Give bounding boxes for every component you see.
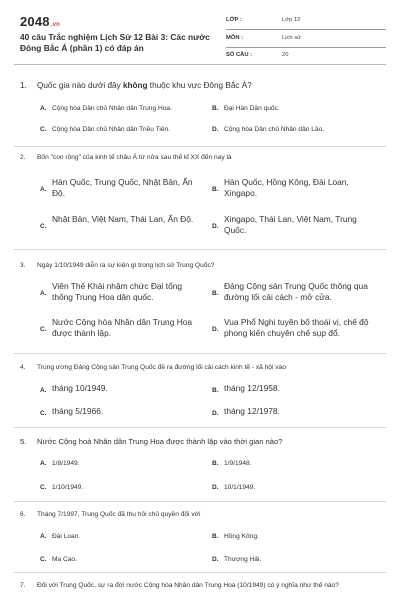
question-number: 3.	[20, 262, 26, 269]
question-text	[20, 261, 384, 270]
question-7	[14, 582, 386, 600]
question-number: 6.	[20, 511, 26, 518]
option-letter: B.	[212, 387, 219, 394]
option-text: Nhật Bản, Việt Nam, Thái Lan, Ấn Độ.	[52, 214, 194, 224]
question-number: 4.	[20, 364, 26, 371]
question-text	[20, 363, 384, 372]
option-text: 10/1/1949.	[224, 484, 256, 491]
option-text: Đài Loan.	[52, 533, 81, 540]
option-letter: B.	[212, 290, 219, 297]
option-text: Hàn Quốc, Trung Quốc, Nhật Bản, Ấn Độ.	[52, 177, 193, 198]
option-text: Hồng Kông.	[224, 533, 259, 540]
question-number: 7.	[20, 582, 26, 589]
question-6	[14, 510, 386, 574]
option-text: 1/10/1949.	[52, 484, 84, 491]
option-letter: C.	[40, 126, 47, 133]
question-number: 5.	[20, 437, 27, 446]
option-c[interactable]	[40, 214, 200, 238]
option-text: 1/9/1948.	[224, 460, 252, 467]
question-keyword: không	[122, 81, 148, 90]
option-text: tháng 12/1978.	[224, 406, 280, 416]
question-divider	[14, 249, 386, 250]
option-text: Thượng Hải.	[224, 556, 262, 563]
meta-row-subject	[226, 32, 386, 48]
question-2	[14, 153, 386, 257]
option-letter: C.	[40, 223, 47, 230]
option-letter: D.	[212, 326, 219, 333]
question-text-part: Ngày 1/10/1949 diễn ra sự kiện gì trong lịch sử Trung Quốc?	[37, 262, 215, 269]
meta-row-count	[226, 49, 386, 65]
option-a[interactable]	[40, 281, 200, 305]
option-d[interactable]	[212, 214, 372, 238]
option-text: Viên Thế Khải nhậm chức Đại tổng thống Trung Hoa dân quốc.	[52, 281, 183, 302]
logo-suffix: .vn	[50, 22, 61, 28]
option-a[interactable]	[40, 177, 200, 201]
option-letter: A.	[40, 533, 47, 540]
option-text: Vua Phổ Nghi tuyên bố thoái vị, chế độ phong kiến chuyên chế sụp đổ.	[224, 317, 369, 338]
document-title: 40 câu Trắc nghiệm Lịch Sử 12 Bài 3: Các nước Đông Bắc Á (phần 1) có đáp án	[20, 32, 210, 53]
option-text: Xingapo, Thái Lan, Việt Nam, Trung Quốc.	[224, 214, 357, 235]
question-4	[14, 363, 386, 435]
question-divider	[14, 572, 386, 573]
option-text: Cộng hòa Dân chủ Nhân dân Trung Hoa.	[52, 105, 172, 112]
option-text: tháng 12/1958.	[224, 383, 280, 393]
question-text	[20, 153, 384, 162]
option-letter: D.	[212, 126, 219, 133]
question-text-part: Trung ương Đảng Cộng sản Trung Quốc đề ra đường lối cải cách kinh tế - xã hội vào	[37, 364, 286, 371]
option-c[interactable]	[40, 317, 200, 341]
option-b[interactable]	[212, 177, 372, 201]
option-text: Cộng hòa Dân chủ Nhân dân Lào.	[224, 126, 325, 133]
question-text	[20, 510, 384, 519]
option-letter: A.	[40, 186, 47, 193]
option-text: Nước Cộng hòa Nhân dân Trung Hoa được thành lập.	[52, 317, 193, 338]
option-letter: D.	[212, 556, 219, 563]
question-1	[14, 80, 386, 160]
option-d[interactable]	[212, 317, 382, 341]
question-text-part: thuộc khu vực Đông Bắc Á?	[147, 81, 252, 90]
option-b[interactable]	[212, 281, 382, 305]
site-logo[interactable]	[20, 14, 60, 29]
question-number: 2.	[20, 154, 26, 161]
option-letter: A.	[40, 387, 47, 394]
question-text	[20, 437, 384, 447]
question-divider	[14, 427, 386, 428]
question-text-part: Tháng 7/1997, Trung Quốc đã thu hồi chủ quyền đối với	[37, 511, 201, 518]
question-text-part: Đối với Trung Quốc, sự ra đời nước Cộng hòa Nhân dân Trung Hoa (10/1949) có ý nghĩa như thế nào?	[37, 582, 339, 589]
question-divider	[14, 501, 386, 502]
option-letter: B.	[212, 460, 219, 467]
question-text	[20, 582, 384, 590]
option-letter: C.	[40, 484, 47, 491]
question-text	[20, 80, 384, 91]
option-text: Đảng Cộng sản Trung Quốc thông qua đường lối cải cách - mở cửa.	[224, 281, 368, 302]
option-letter: A.	[40, 290, 47, 297]
meta-value: 20	[282, 52, 289, 58]
meta-value: Lớp 12	[282, 17, 301, 23]
meta-row-class	[226, 14, 386, 30]
option-letter: D.	[212, 410, 219, 417]
logo-text: 2048	[20, 14, 50, 29]
option-letter: B.	[212, 533, 219, 540]
question-number: 1.	[20, 81, 27, 90]
option-text: Cộng hòa Dân chủ Nhân dân Triều Tiên.	[52, 126, 171, 133]
option-text: Hàn Quốc, Hồng Kông, Đài Loan, Xingapo.	[224, 177, 349, 198]
header-divider	[14, 64, 386, 65]
option-letter: D.	[212, 484, 219, 491]
question-text-part: Quốc gia nào dưới đây	[37, 81, 123, 90]
option-text: Đại Hàn Dân quốc.	[224, 105, 280, 112]
meta-box	[226, 14, 386, 67]
option-letter: C.	[40, 326, 47, 333]
question-5	[14, 437, 386, 507]
option-letter: A.	[40, 105, 47, 112]
option-text: tháng 10/1949.	[52, 383, 108, 393]
question-3	[14, 261, 386, 361]
meta-value: Lịch sử	[282, 34, 302, 41]
option-text: Ma Cao.	[52, 556, 77, 563]
question-text-part: Bốn "con rồng" của kinh tế châu Á từ nửa sau thế kỉ XX đến nay là	[37, 154, 232, 161]
option-letter: B.	[212, 186, 219, 193]
question-divider	[14, 146, 386, 147]
option-letter: C.	[40, 556, 47, 563]
meta-label: SỐ CÂU :	[226, 52, 253, 58]
option-letter: B.	[212, 105, 219, 112]
option-text: tháng 5/1966.	[52, 406, 104, 416]
option-letter: A.	[40, 460, 47, 467]
question-text-part: Nước Cộng hoà Nhân dân Trung Hoa được thành lập vào thời gian nào?	[37, 437, 283, 446]
option-text: 1/8/1949.	[52, 460, 80, 467]
meta-label: MÔN :	[226, 34, 244, 41]
option-letter: C.	[40, 410, 47, 417]
meta-label: LỚP :	[226, 17, 242, 23]
option-letter: D.	[212, 223, 219, 230]
question-divider	[14, 353, 386, 354]
